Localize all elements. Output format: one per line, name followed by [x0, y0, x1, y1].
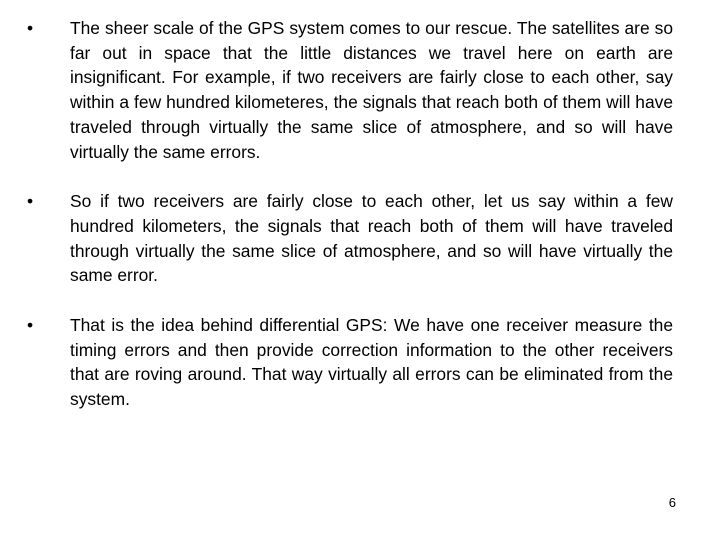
bullet-marker: • — [27, 191, 34, 212]
bullet-marker: • — [27, 18, 34, 38]
bullet-text: The sheer scale of the GPS system comes to our rescue. The satellites are so far out in space that the little distances we travel here on earth are insignificant. For example, if two receivers are fairly close to each other, say within a few hundred kilometeres, the signals that reach both of them will have traveled through virtually the same slice of atmosphere, and so will have virtually the same errors. — [70, 18, 673, 162]
bullet-item — [27, 313, 673, 412]
bullet-text: So if two receivers are fairly close to each other, let us say within a few hundred kilometers, the signals that reach both of them will have traveled through virtually the same slice of atmosphere, and so will have virtually the same error. — [70, 191, 673, 286]
page-number: 6 — [668, 495, 676, 510]
bullet-item — [27, 189, 673, 288]
bullet-item — [27, 16, 673, 164]
bullet-list — [27, 16, 673, 412]
bullet-marker: • — [27, 315, 34, 336]
bullet-text: That is the idea behind differential GPS: We have one receiver measure the timing errors and then provide correction information to the other receivers that are roving around. That way virtually all errors can be eliminated from the system. — [70, 315, 673, 410]
